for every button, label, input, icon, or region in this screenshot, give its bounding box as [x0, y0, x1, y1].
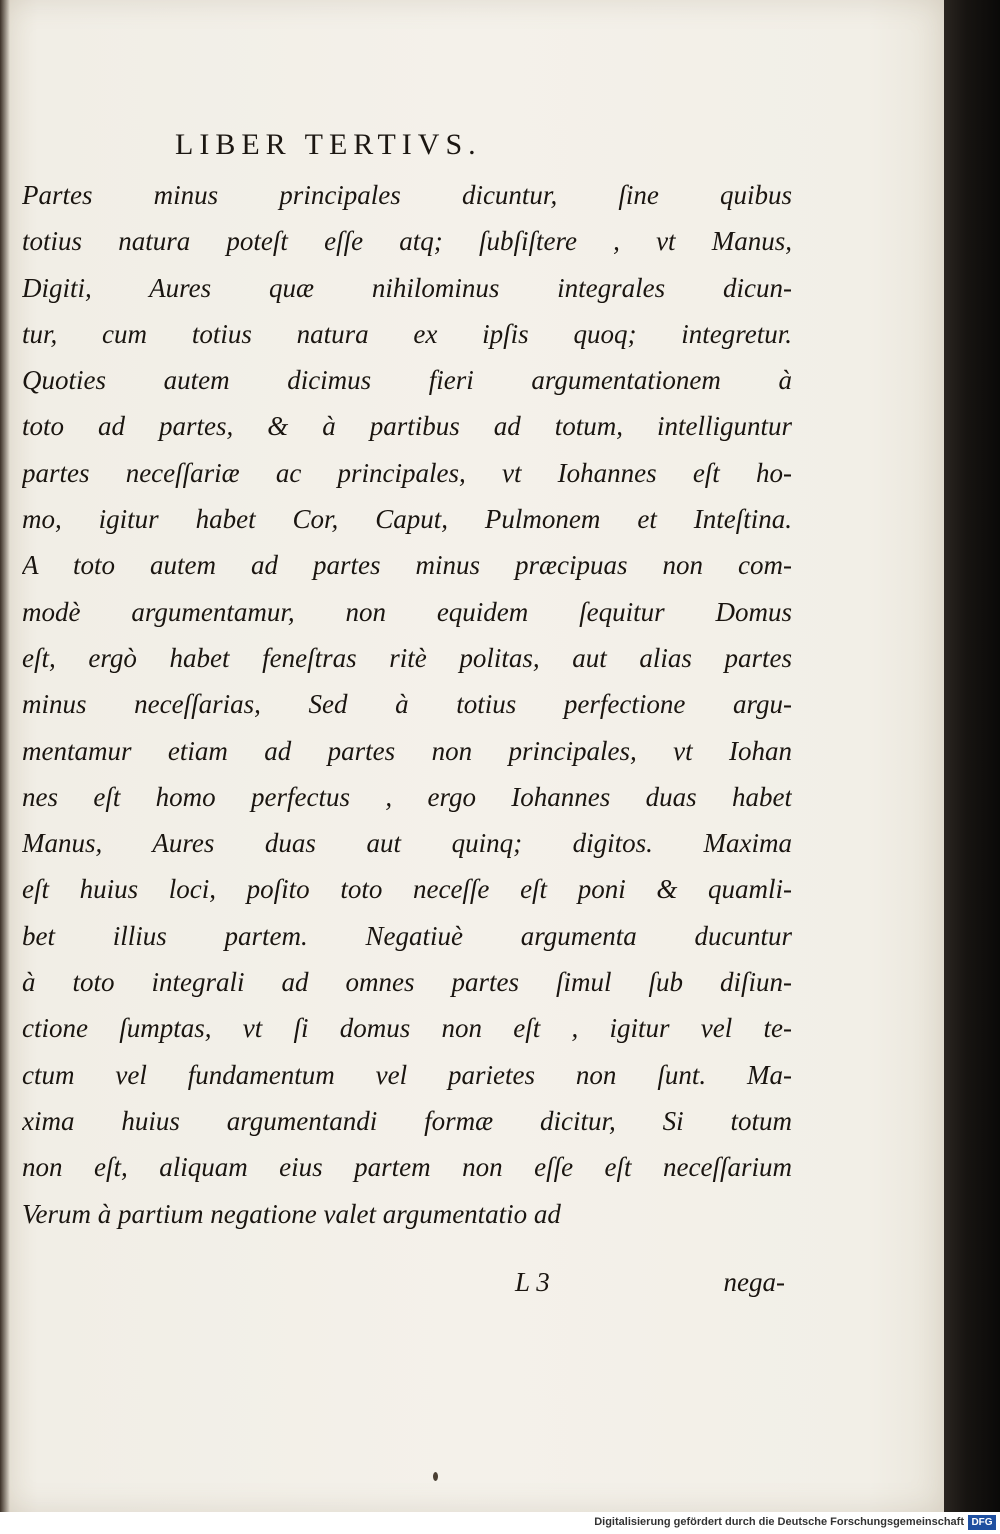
text-line: Quoties autem dicimus fieri argumentationem à [22, 365, 792, 396]
text-line: Manus, Aures duas aut quinq; digitos. Maxima [22, 828, 792, 859]
ink-speck [433, 1472, 438, 1481]
page-gutter-shadow [0, 0, 10, 1512]
text-line: Verum à partium negatione valet argumentatio ad [22, 1198, 561, 1229]
text-line: partes neceſſariæ ac principales, vt Iohannes eſt ho- [22, 457, 792, 488]
text-line: à toto integrali ad omnes partes ſimul ſub diſiun- [22, 967, 792, 998]
text-line: Partes minus principales dicuntur, ſine quibus [22, 180, 792, 210]
text-line: modè argumentamur, non equidem ſequitur Domus [22, 596, 792, 627]
text-line: non eſt, aliquam eius partem non eſſe eſt neceſſarium [22, 1152, 792, 1183]
text-line: Digiti, Aures quæ nihilominus integrales dicun- [22, 272, 792, 303]
book-binding-edge [944, 0, 1000, 1512]
running-head: LIBER TERTIVS. [175, 128, 482, 161]
text-line: mentamur etiam ad partes non principales, vt Iohan [22, 735, 792, 766]
text-line: A toto autem ad partes minus præcipuas non com- [22, 550, 792, 581]
text-line: eſt, ergò habet feneſtras ritè politas, aut alias partes [22, 642, 792, 673]
catchline [515, 1267, 785, 1307]
text-line: minus neceſſarias, Sed à totius perfectione argu- [22, 689, 792, 720]
footer-bar [0, 1512, 1000, 1534]
text-line: totius natura poteſt eſſe atq; ſubſiſtere , vt Manus, [22, 226, 792, 257]
funding-credit: Digitalisierung gefördert durch die Deutsche Forschungsgemeinschaft [594, 1516, 964, 1528]
text-line: eſt huius loci, poſito toto neceſſe eſt poni & quamli- [22, 874, 792, 905]
dfg-logo: DFG [968, 1515, 996, 1530]
text-line: xima huius argumentandi formæ dicitur, Si totum [22, 1105, 792, 1136]
text-line: toto ad partes, & à partibus ad totum, intelliguntur [22, 411, 792, 442]
text-line: mo, igitur habet Cor, Caput, Pulmonem et Inteſtina. [22, 504, 792, 535]
text-line: nes eſt homo perfectus , ergo Iohannes duas habet [22, 781, 792, 812]
main-text [22, 172, 792, 1237]
catchword: nega- [723, 1267, 785, 1297]
text-line: tur, cum totius natura ex ipſis quoq; integretur. [22, 318, 792, 349]
text-line: ctum vel fundamentum vel parietes non ſunt. Ma- [22, 1059, 792, 1090]
text-line: ctione ſumptas, vt ſi domus non eſt , igitur vel te- [22, 1013, 792, 1044]
signature-mark: L 3 [515, 1267, 550, 1297]
text-line: bet illius partem. Negatiuè argumenta ducuntur [22, 920, 792, 951]
